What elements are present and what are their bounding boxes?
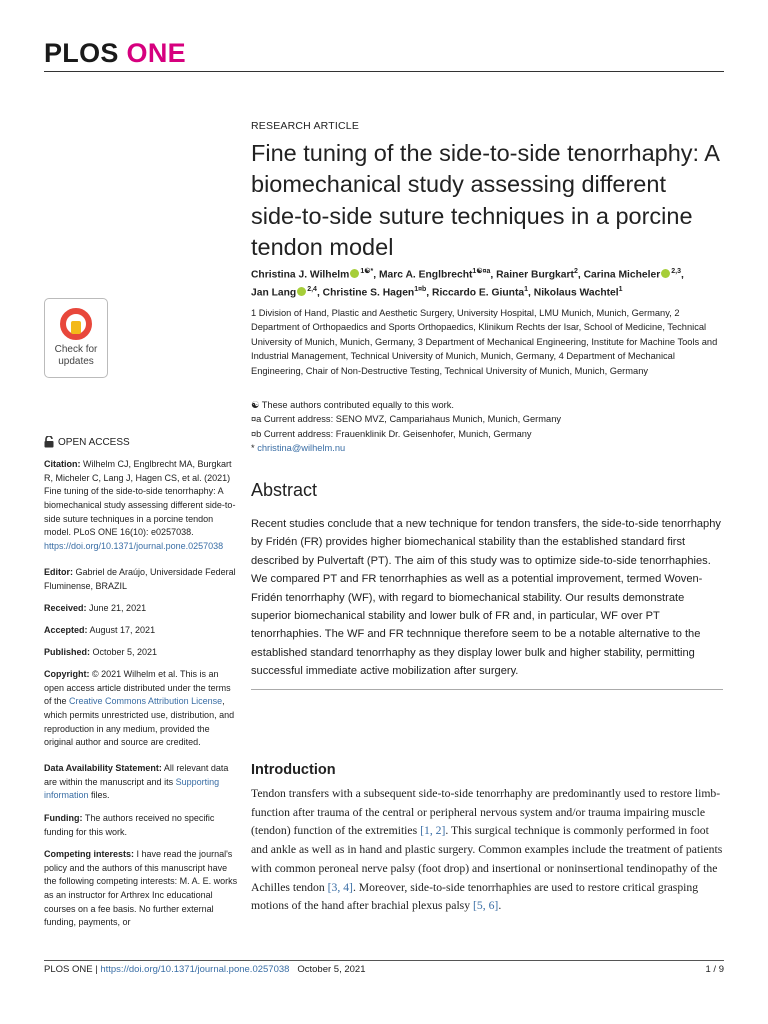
introduction-text: Tendon transfers with a subsequent side-to-side tenorrhaphy are predominantly used to restore limb-function after trauma of the central or peripheral nervous system and/or trauma impairing muscle (tendon) function of the extremities [1, 2]. This surgical technique is commonly performed in foot and ankle as well as in hand and plastic surgery. Common examples include the treatment of patients with common peroneal nerve palsy (foot drop) and insertional or noninsertional tendinopathy of the Achilles tendon [3, 4]. Moreover, side-to-side tenorrhaphies are used to restore critical grasping motions of the hand after brachial plexus palsy [5, 6].	[251, 787, 723, 913]
data-availability-block: Data Availability Statement: All relevant data are within the manuscript and its Supporting information files.	[44, 763, 229, 801]
citation-doi-link[interactable]: https://doi.org/10.1371/journal.pone.0257038	[44, 541, 224, 552]
author-list: Christina J. Wilhelm $^{1☯*}$, Marc A. Englbrecht$^{1☯¤a}$, Rainer Burgkart$^2$, Carina Micheler $^{2,3}$, Jan Lang $^{2,4}$, Christine S. Hagen$^{1¤b}$, Riccardo E. Giunta$^1$, Nikolaus Wachtel$^1$	[251, 268, 684, 299]
orcid-icon[interactable]	[350, 269, 359, 278]
abstract-heading: Abstract	[251, 480, 318, 500]
article-type: RESEARCH ARTICLE	[251, 120, 360, 132]
orcid-icon[interactable]	[661, 269, 670, 278]
funding-block: Funding: The authors received no specific funding for this work.	[44, 813, 215, 837]
competing-interests-block: Competing interests: I have read the journal's policy and the authors of this manuscript have the following competing interests: M. A. E. works as an instructor for Arthrex Inc educational courses on a fee basis. No further external funding, payments, or	[44, 849, 238, 928]
crossmark-icon	[60, 308, 92, 340]
corresponding-email-link[interactable]: christina@wilhelm.nu	[257, 443, 346, 454]
page-number: 1 / 9	[705, 964, 724, 975]
reference-link[interactable]: [3, 4]	[327, 880, 353, 894]
check-for-updates-label: Check for updates	[54, 344, 98, 367]
supporting-information-link[interactable]: Supporting information	[44, 776, 220, 801]
published-date: Published: October 5, 2021	[44, 647, 158, 657]
check-for-updates-badge[interactable]	[44, 298, 108, 378]
editor-block: Editor: Gabriel de Araújo, Universidade Federal Fluminense, BRAZIL	[44, 567, 236, 591]
received-date: Received: June 21, 2021	[44, 603, 147, 613]
open-lock-icon	[44, 436, 54, 448]
abstract-divider	[251, 689, 723, 690]
citation-block: Citation: Wilhelm CJ, Englbrecht MA, Burgkart R, Micheler C, Lang J, Hagen CS, et al. (2021) Fine tuning of the side-to-side tenorrhaphy: A biomechanical study assessing different side-to-side suture techniques in a porcine tendon model. PLoS ONE 16(10): e0257038. https://doi.org/10.1371/journal.pone.0257038	[44, 459, 236, 552]
accepted-date: Accepted: August 17, 2021	[44, 625, 156, 635]
orcid-icon[interactable]	[297, 287, 306, 296]
copyright-block: Copyright: © 2021 Wilhelm et al. This is an open access article distributed under the terms of the Creative Commons Attribution License, which permits unrestricted use, distribution, and reproduction in any medium, provided the original author and source are credited.	[44, 669, 235, 748]
author-notes: ☯ These authors contributed equally to this work. ¤a Current address: SENO MVZ, Campariahaus Munich, Munich, Germany ¤b Current address: Frauenklinik Dr. Geisenhofer, Munich, Germany * christina@wilhelm.nu	[251, 400, 562, 454]
reference-link[interactable]: [1, 2]	[420, 824, 446, 838]
article-title: Fine tuning of the side-to-side tenorrhaphy: A biomechanical study assessing different side-to-side suture techniques in a porcine tendon model	[251, 140, 719, 261]
affiliations: 1 Division of Hand, Plastic and Aesthetic Surgery, University Hospital, LMU Munich, Munich, Germany, 2 Department of Orthopaedics and Sports Orthopaedics, Klinikum Rechts der Isar, School of Medicine, Technical University of Munich, Munich, Germany, 3 Department of Mechanical Engineering, Institute for Machine Tools and Industrial Management, Technical University of Munich, Munich, Germany, 4 Department of Mechanical Engineering, Chair of Non-Destructive Testing, Technical University of Munich, Munich, Germany	[251, 308, 718, 376]
footer-divider	[44, 960, 724, 961]
open-access-badge: OPEN ACCESS	[44, 436, 130, 448]
journal-logo: PLOS ONE	[44, 38, 186, 68]
cc-license-link[interactable]: Creative Commons Attribution License	[69, 696, 223, 707]
footer-date: October 5, 2021	[297, 964, 366, 975]
page-footer: PLOS ONE | https://doi.org/10.1371/journal.pone.0257038 October 5, 2021 1 / 9	[44, 964, 724, 975]
abstract-text: Recent studies conclude that a new technique for tendon transfers, the side-to-side tenorrhaphy by Fridén (FR) provides higher biomechanical stability than the established standard first described by Pulvertaft (PT). The aim of this study was to optimize side-to-side tenorrhaphies. We compared PT and FR tenorrhaphies as well as a potential improvement, termed Woven-Fridén tenorrhaphy (WF), with regard to biomechanical stability. Our results demonstrate superior biomechanical stability and lower bulk of FR and, in particular, WF over PT tenorrhaphies. The WF and FR technnique therefore seem to be a notable alternative to the established standard tenorrhaphy as they display lower bulk and higher stability, permitting successful immediate active mobilization after surgery.	[251, 518, 721, 678]
reference-link[interactable]: [5, 6]	[473, 899, 499, 913]
header-divider	[44, 71, 724, 72]
introduction-heading: Introduction	[251, 762, 336, 778]
footer-doi-link[interactable]: https://doi.org/10.1371/journal.pone.0257038	[100, 964, 290, 975]
